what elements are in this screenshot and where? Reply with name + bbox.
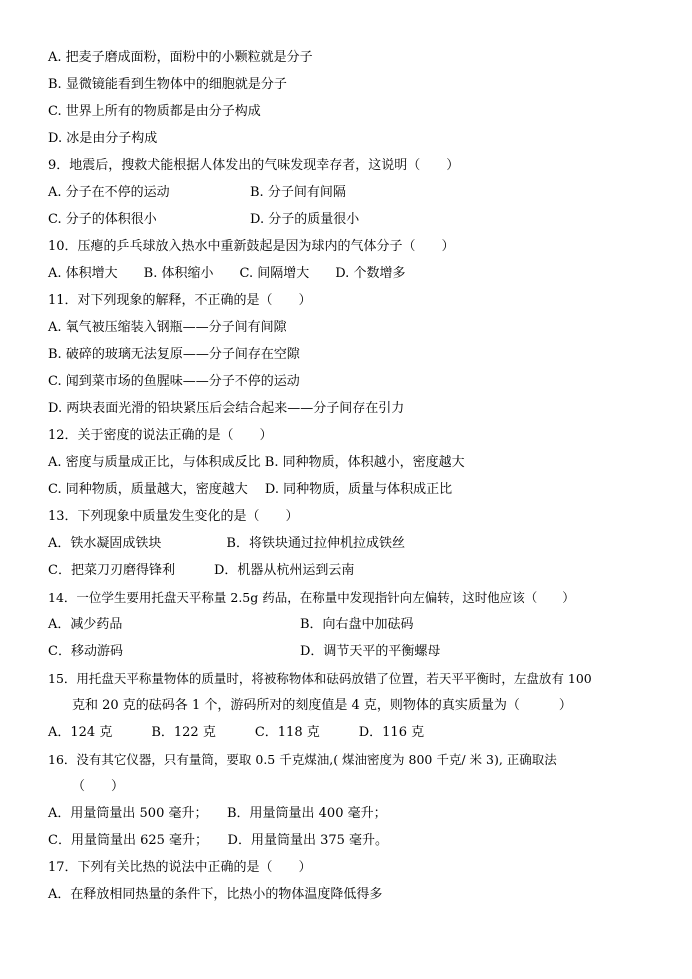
q13-options-cd: C．把菜刀刃磨得锋利 D．机器从杭州运到云南	[48, 563, 355, 578]
question-9: 9．地震后，搜救犬能根据人体发出的气味发现幸存者，这说明（ ）	[48, 158, 460, 173]
q12-options-cd: C. 同种物质，质量越大，密度越大 D. 同种物质，质量与体积成正比	[48, 482, 453, 497]
q14-option-b: B．向右盘中加砝码	[300, 617, 414, 632]
q9-option-c: C. 分子的体积很小	[48, 212, 157, 227]
question-14: 14．一位学生要用托盘天平称量 2.5g 药品，在称量中发现指针向左偏转，这时他应该（ ）	[48, 590, 575, 605]
question-16-bracket: （ ）	[72, 779, 125, 794]
line-q8-d: D. 冰是由分子构成	[48, 131, 158, 146]
q11-option-a: A. 氧气被压缩装入钢瓶——分子间有间隙	[48, 320, 287, 335]
line-q8-c: C. 世界上所有的物质都是由分子构成	[48, 104, 261, 119]
line-q8-a: A. 把麦子磨成面粉，面粉中的小颗粒就是分子	[48, 50, 313, 65]
q17-option-a: A．在释放相同热量的条件下，比热小的物体温度降低得多	[48, 887, 383, 902]
q14-option-d: D．调节天平的平衡螺母	[300, 644, 441, 659]
q16-options-cd: C．用量筒量出 625 毫升； D．用量筒量出 375 毫升。	[48, 833, 389, 848]
q14-option-a: A．减少药品	[48, 617, 123, 632]
q15-options: A．124 克 B．122 克 C．118 克 D．116 克	[48, 725, 425, 740]
question-11: 11．对下列现象的解释，不正确的是（ ）	[48, 293, 312, 308]
question-15-cont: 克和 20 克的砝码各 1 个，游码所对的刻度值是 4 克，则物体的真实质量为（ ）	[72, 698, 572, 713]
line-q8-b: B. 显微镜能看到生物体中的细胞就是分子	[48, 77, 287, 92]
q9-option-d: D. 分子的质量很小	[250, 212, 360, 227]
question-17: 17．下列有关比热的说法中正确的是（ ）	[48, 860, 312, 875]
q9-option-b: B. 分子间有间隔	[250, 185, 346, 200]
question-10: 10．压瘪的乒乓球放入热水中重新鼓起是因为球内的气体分子（ ）	[48, 239, 455, 254]
question-13: 13．下列现象中质量发生变化的是（ ）	[48, 509, 299, 524]
question-16: 16．没有其它仪器，只有量筒，要取 0.5 千克煤油,( 煤油密度为 800 千克/ 米 3), 正确取法	[48, 752, 557, 767]
q13-options-ab: A．铁水凝固成铁块 B．将铁块通过拉伸机拉成铁丝	[48, 536, 405, 551]
q10-options: A. 体积增大 B. 体积缩小 C. 间隔增大 D. 个数增多	[48, 266, 406, 281]
q11-option-b: B. 破碎的玻璃无法复原——分子间存在空隙	[48, 347, 300, 362]
q16-options-ab: A．用量筒量出 500 毫升； B．用量筒量出 400 毫升；	[48, 806, 387, 821]
q14-option-c: C．移动游码	[48, 644, 123, 659]
question-12: 12．关于密度的说法正确的是（ ）	[48, 428, 273, 443]
q11-option-d: D. 两块表面光滑的铅块紧压后会结合起来——分子间存在引力	[48, 401, 405, 416]
q9-option-a: A. 分子在不停的运动	[48, 185, 170, 200]
q12-options-ab: A. 密度与质量成正比，与体积成反比 B. 同种物质，体积越小，密度越大	[48, 455, 465, 470]
q11-option-c: C. 闻到菜市场的鱼腥味——分子不停的运动	[48, 374, 300, 389]
question-15: 15．用托盘天平称量物体的质量时，将被称物体和砝码放错了位置，若天平平衡时，左盘放有 100	[48, 671, 592, 686]
